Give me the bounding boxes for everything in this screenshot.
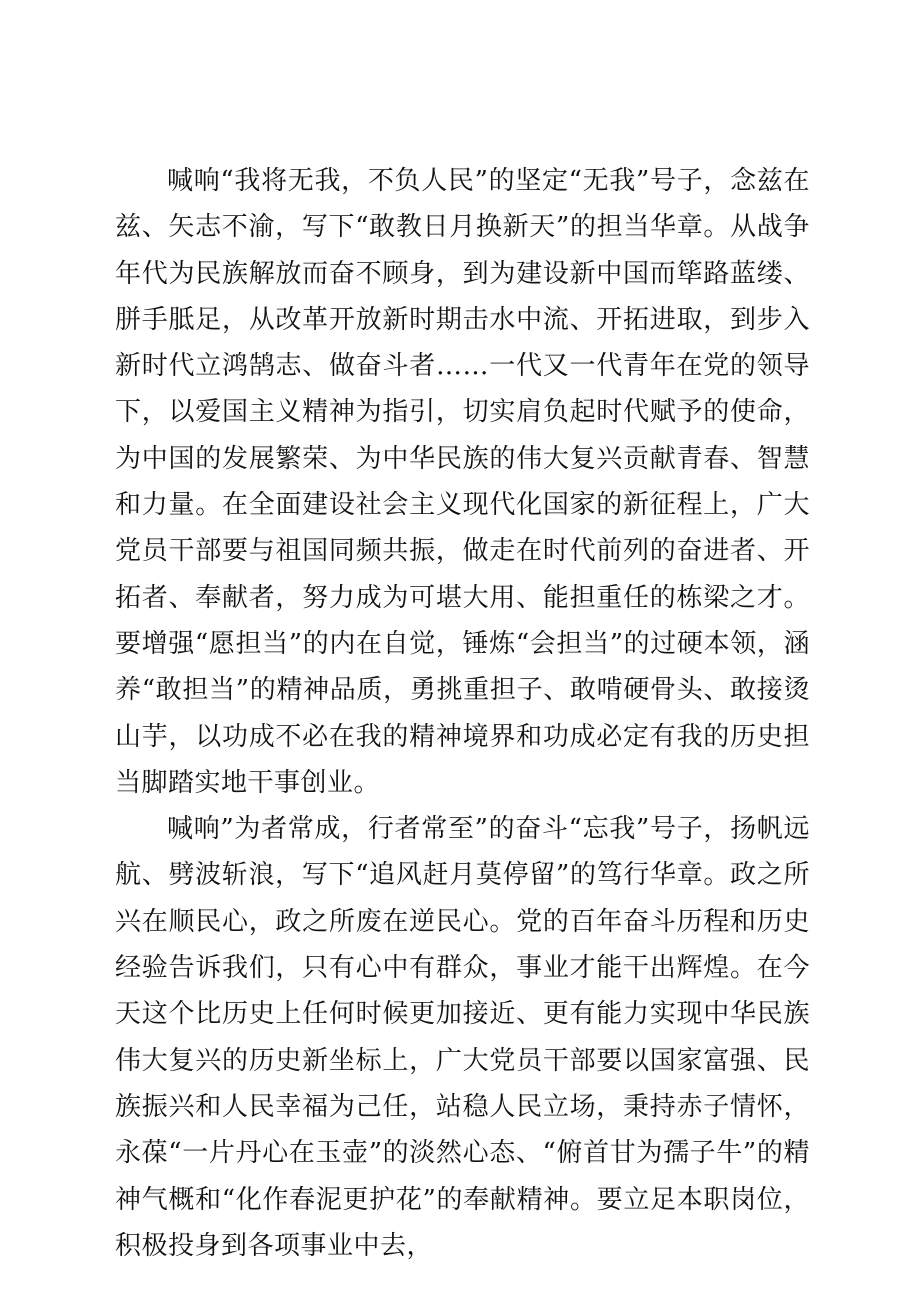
document-body: [115, 158, 810, 1269]
paragraph-2: 喊响”为者常成，行者常至”的奋斗“忘我”号子，扬帆远航、劈波斩浪，写下“追风赶月莫停留”的笃行华章。政之所兴在顺民心，政之所废在逆民心。党的百年奋斗历程和历史经验告诉我们，只有心中有群众，事业才能干出辉煌。在今天这个比历史上任何时候更加接近、更有能力实现中华民族伟大复兴的历史新坐标上，广大党员干部要以国家富强、民族振兴和人民幸福为己任，站稳人民立场，秉持赤子情怀，永葆“一片丹心在玉壶”的淡然心态、“俯首甘为孺子牛”的精神气概和“化作春泥更护花”的奉献精神。要立足本职岗位，积极投身到各项事业中去，: [115, 814, 810, 1261]
paragraph-1: 喊响“我将无我，不负人民”的坚定“无我”号子，念兹在兹、矢志不渝，写下“敢教日月换新天”的担当华章。从战争年代为民族解放而奋不顾身，到为建设新中国而筚路蓝缕、胼手胝足，从改革开放新时期击水中流、开拓进取，到步入新时代立鸿鹄志、做奋斗者……一代又一代青年在党的领导下，以爱国主义精神为指引，切实肩负起时代赋予的使命，为中国的发展繁荣、为中华民族的伟大复兴贡献青春、智慧和力量。在全面建设社会主义现代化国家的新征程上，广大党员干部要与祖国同频共振，做走在时代前列的奋进者、开拓者、奉献者，努力成为可堪大用、能担重任的栋梁之才。要增强“愿担当”的内在自觉，锤炼“会担当”的过硬本领，涵养“敢担当”的精神品质，勇挑重担子、敢啃硬骨头、敢接烫山芋，以功成不必在我的精神境界和功成必定有我的历史担当脚踏实地干事创业。: [115, 166, 810, 798]
